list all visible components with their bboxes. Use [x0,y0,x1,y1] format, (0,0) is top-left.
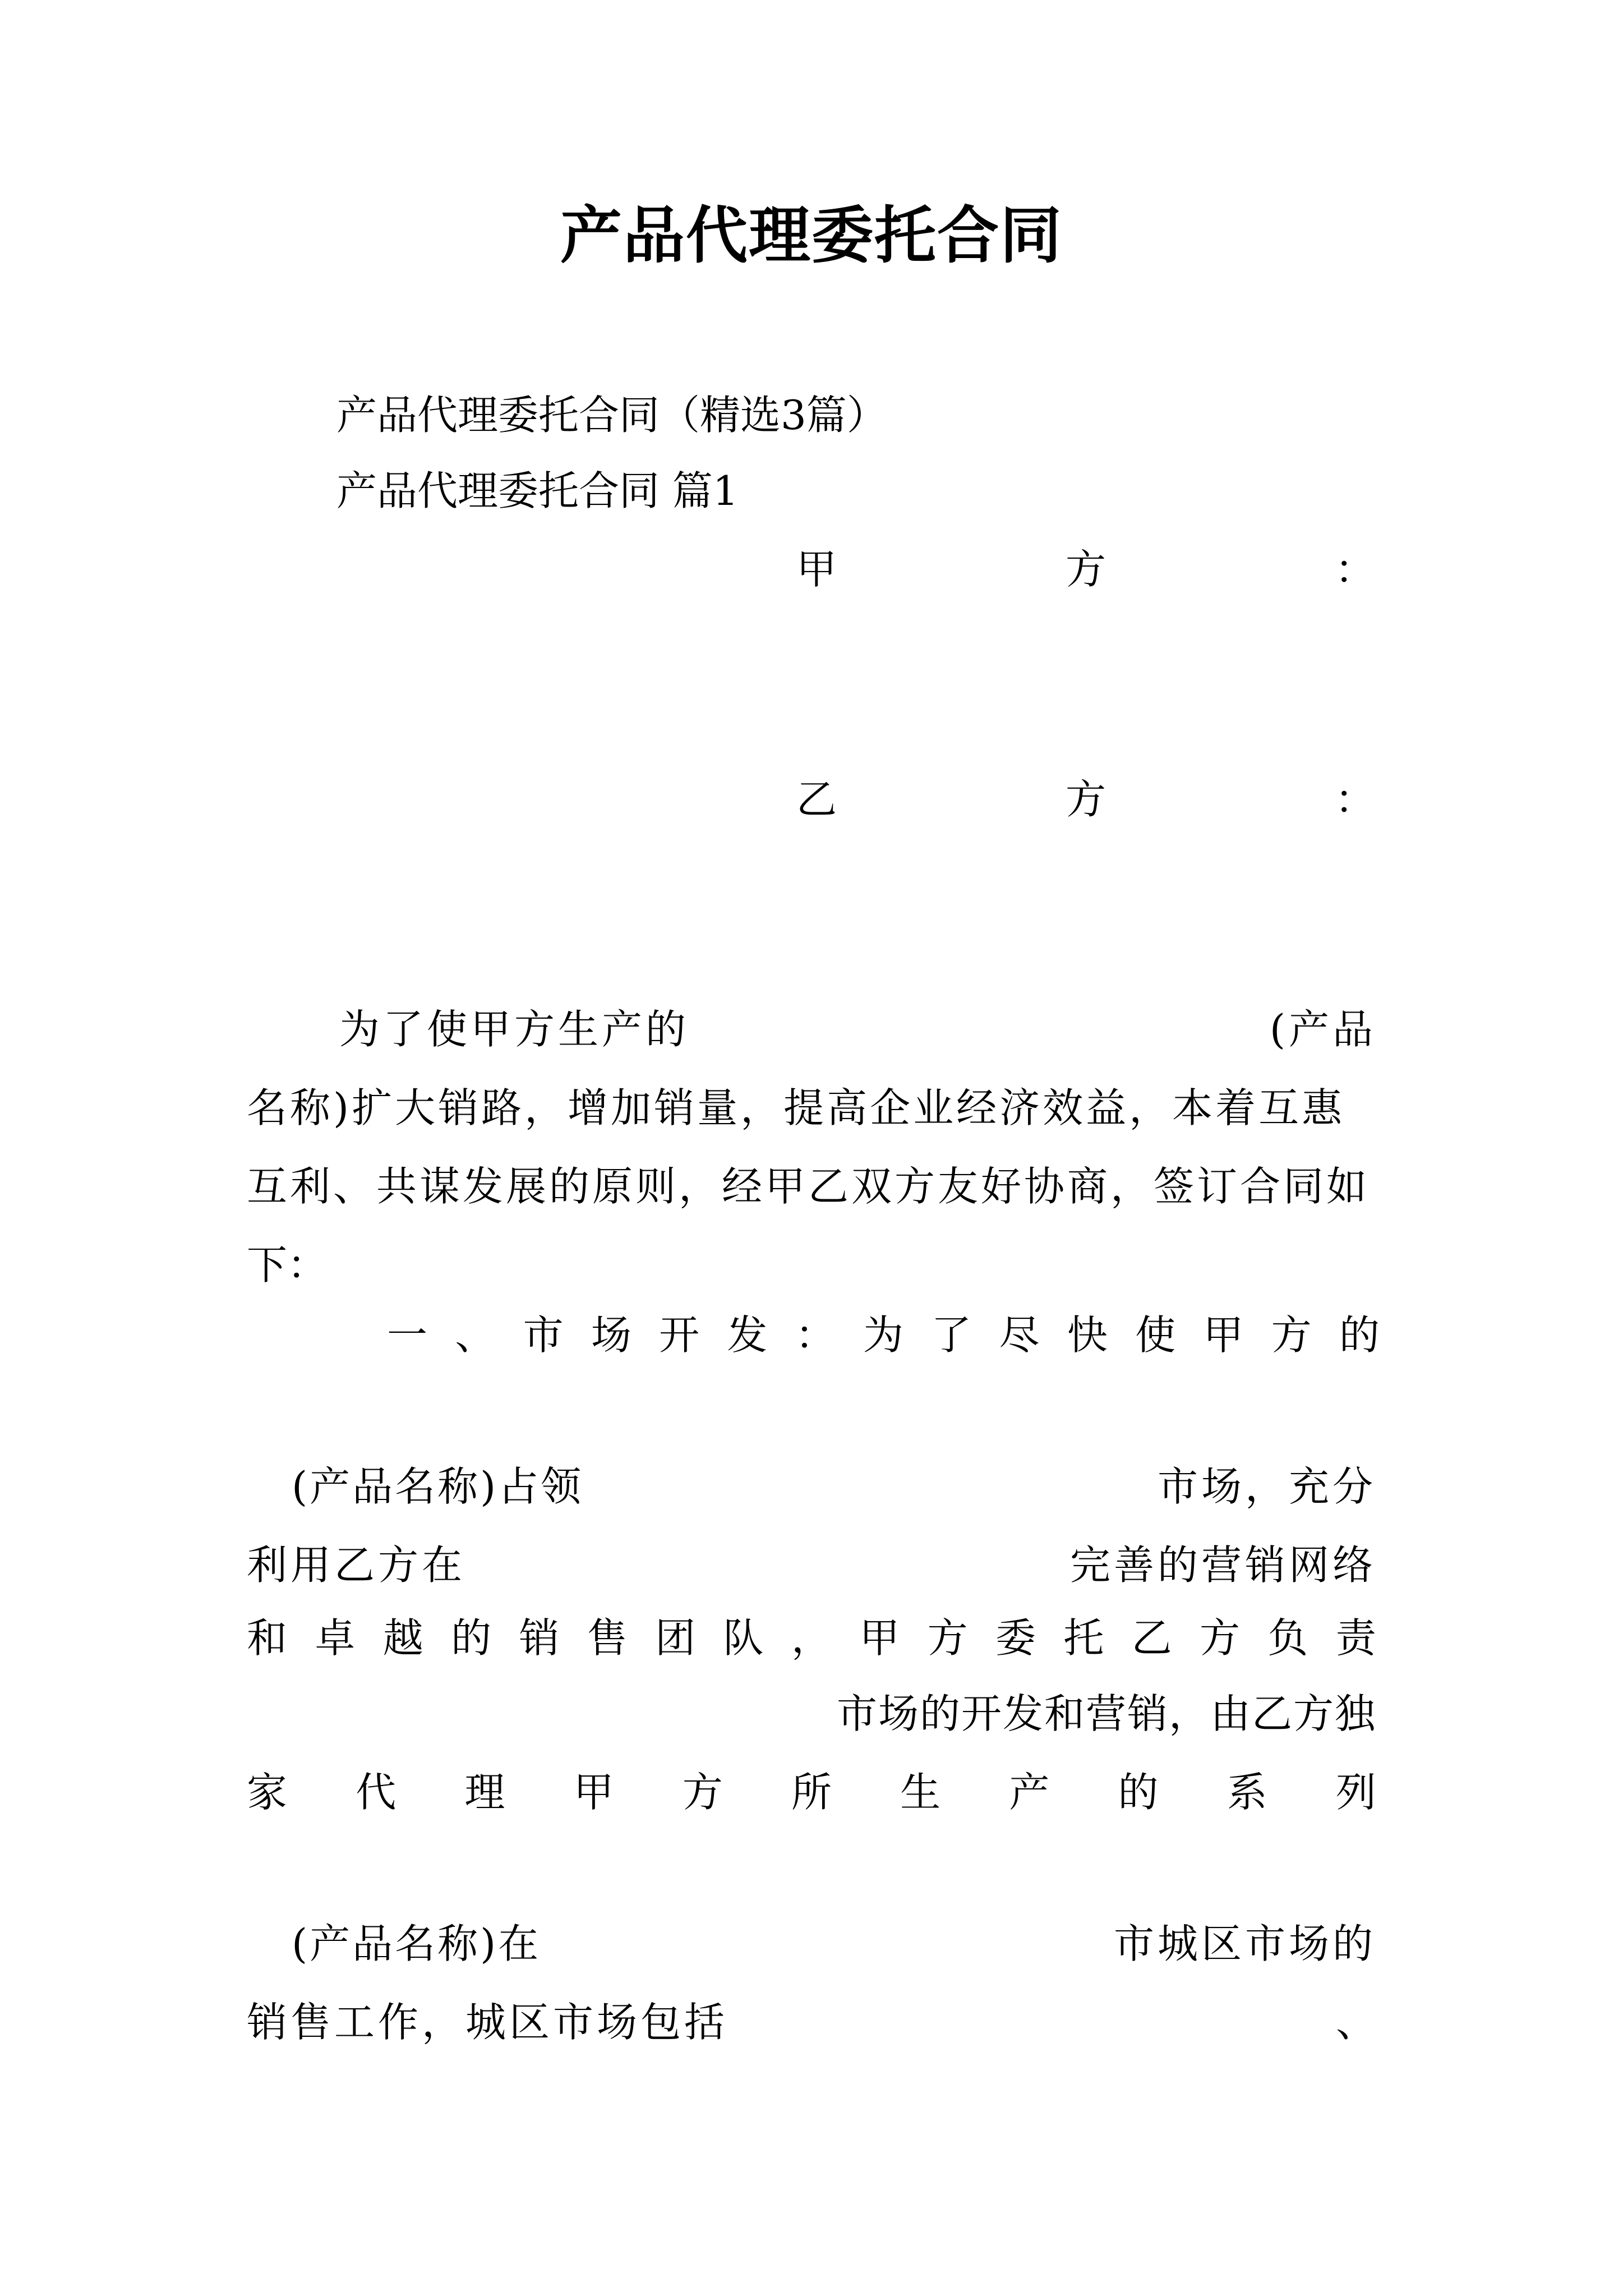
clause1-line4-char: 方 [1200,1614,1241,1662]
party-a-colon: ： [1335,546,1376,593]
clause1-line4-char: 托 [1063,1614,1104,1662]
clause1-line5: 市场的开发和营销，由乙方独 [836,1690,1376,1737]
clause1-line4-char: 售 [587,1614,628,1662]
clause1-line4-char: 卓 [315,1614,356,1662]
clause1-heading-char: 场 [591,1312,631,1359]
party-b-label-1: 乙 [796,776,837,823]
clause1-line3-left: 利用乙方在 [247,1542,466,1589]
clause1-line6-char: 家 [247,1769,288,1816]
clause1-line2-right: 市场，充分 [1157,1463,1376,1510]
clause1-line6-char: 方 [682,1769,723,1816]
para1-line1-right: (产品 [1269,1006,1376,1053]
clause1-heading-char: 方 [1271,1312,1312,1359]
clause1-heading-char: 、 [455,1312,496,1359]
clause1-heading-char: 尽 [999,1312,1040,1359]
clause1-line7-left: (产品名称)在 [292,1920,541,1967]
para1-line3: 互利、共谋发展的原则，经甲乙双方友好协商，签订合同如 [247,1163,1370,1210]
section-heading: 产品代理委托合同 篇1 [336,467,739,514]
clause1-line3-right: 完善的营销网络 [1069,1542,1376,1589]
clause1-line6-char: 产 [1009,1769,1050,1816]
clause1-line4-char: 和 [247,1614,288,1662]
clause1-line6-char: 理 [464,1769,505,1816]
clause1-line4-char: 负 [1267,1614,1308,1662]
clause1-line2-left: (产品名称)占领 [292,1463,584,1510]
clause1-line6-char: 的 [1118,1769,1159,1816]
clause1-line4 [247,1610,1376,1666]
clause1-heading [387,1307,1380,1363]
clause1-line4-char: 委 [995,1614,1036,1662]
clause1-line4-char: 的 [451,1614,492,1662]
clause1-line4-char: 甲 [859,1614,900,1662]
para1-line1-left: 为了使甲方生产的 [339,1006,690,1053]
clause1-heading-char: 为 [863,1312,903,1359]
clause1-heading-char: 市 [523,1312,564,1359]
clause1-heading-char: 发 [727,1312,768,1359]
party-a-label-2: 方 [1066,546,1106,593]
party-b-label-2: 方 [1066,776,1106,823]
clause1-heading-char: ： [795,1312,836,1359]
clause1-line4-char: 队 [723,1614,764,1662]
clause1-line6-char: 代 [356,1769,396,1816]
party-b-colon: ： [1335,776,1376,823]
clause1-heading-char: 快 [1067,1312,1108,1359]
para1-line4: 下： [247,1241,328,1289]
clause1-heading-char: 开 [659,1312,700,1359]
clause1-line7-right: 市城区市场的 [1113,1920,1376,1967]
clause1-line4-char: 越 [382,1614,423,1662]
clause1-heading-char: 使 [1135,1312,1176,1359]
clause1-heading-char: 了 [931,1312,972,1359]
clause1-line4-char: 责 [1335,1614,1376,1662]
clause1-heading-char: 甲 [1203,1312,1244,1359]
clause1-line8-left: 销售工作，城区市场包括 [247,1999,728,2046]
para1-line2: 名称)扩大销路，增加销量，提高企业经济效益，本着互惠 [247,1084,1345,1131]
clause1-line8-right: 、 [1335,1999,1376,2046]
clause1-heading-char: 的 [1339,1312,1380,1359]
clause1-line6 [247,1764,1376,1820]
clause1-line4-char: ， [791,1614,832,1662]
clause1-line6-char: 生 [900,1769,941,1816]
clause1-heading-char: 一 [387,1312,428,1359]
document-subtitle: 产品代理委托合同（精选3篇） [336,392,887,439]
clause1-line6-char: 列 [1335,1769,1376,1816]
clause1-line6-char: 系 [1227,1769,1267,1816]
clause1-line6-char: 甲 [573,1769,614,1816]
clause1-line4-char: 乙 [1131,1614,1172,1662]
document-title: 产品代理委托合同 [560,199,1063,272]
clause1-line4-char: 团 [655,1614,696,1662]
clause1-line4-char: 方 [927,1614,968,1662]
party-a-label-1: 甲 [796,546,837,593]
clause1-line6-char: 所 [791,1769,832,1816]
clause1-line4-char: 销 [519,1614,560,1662]
